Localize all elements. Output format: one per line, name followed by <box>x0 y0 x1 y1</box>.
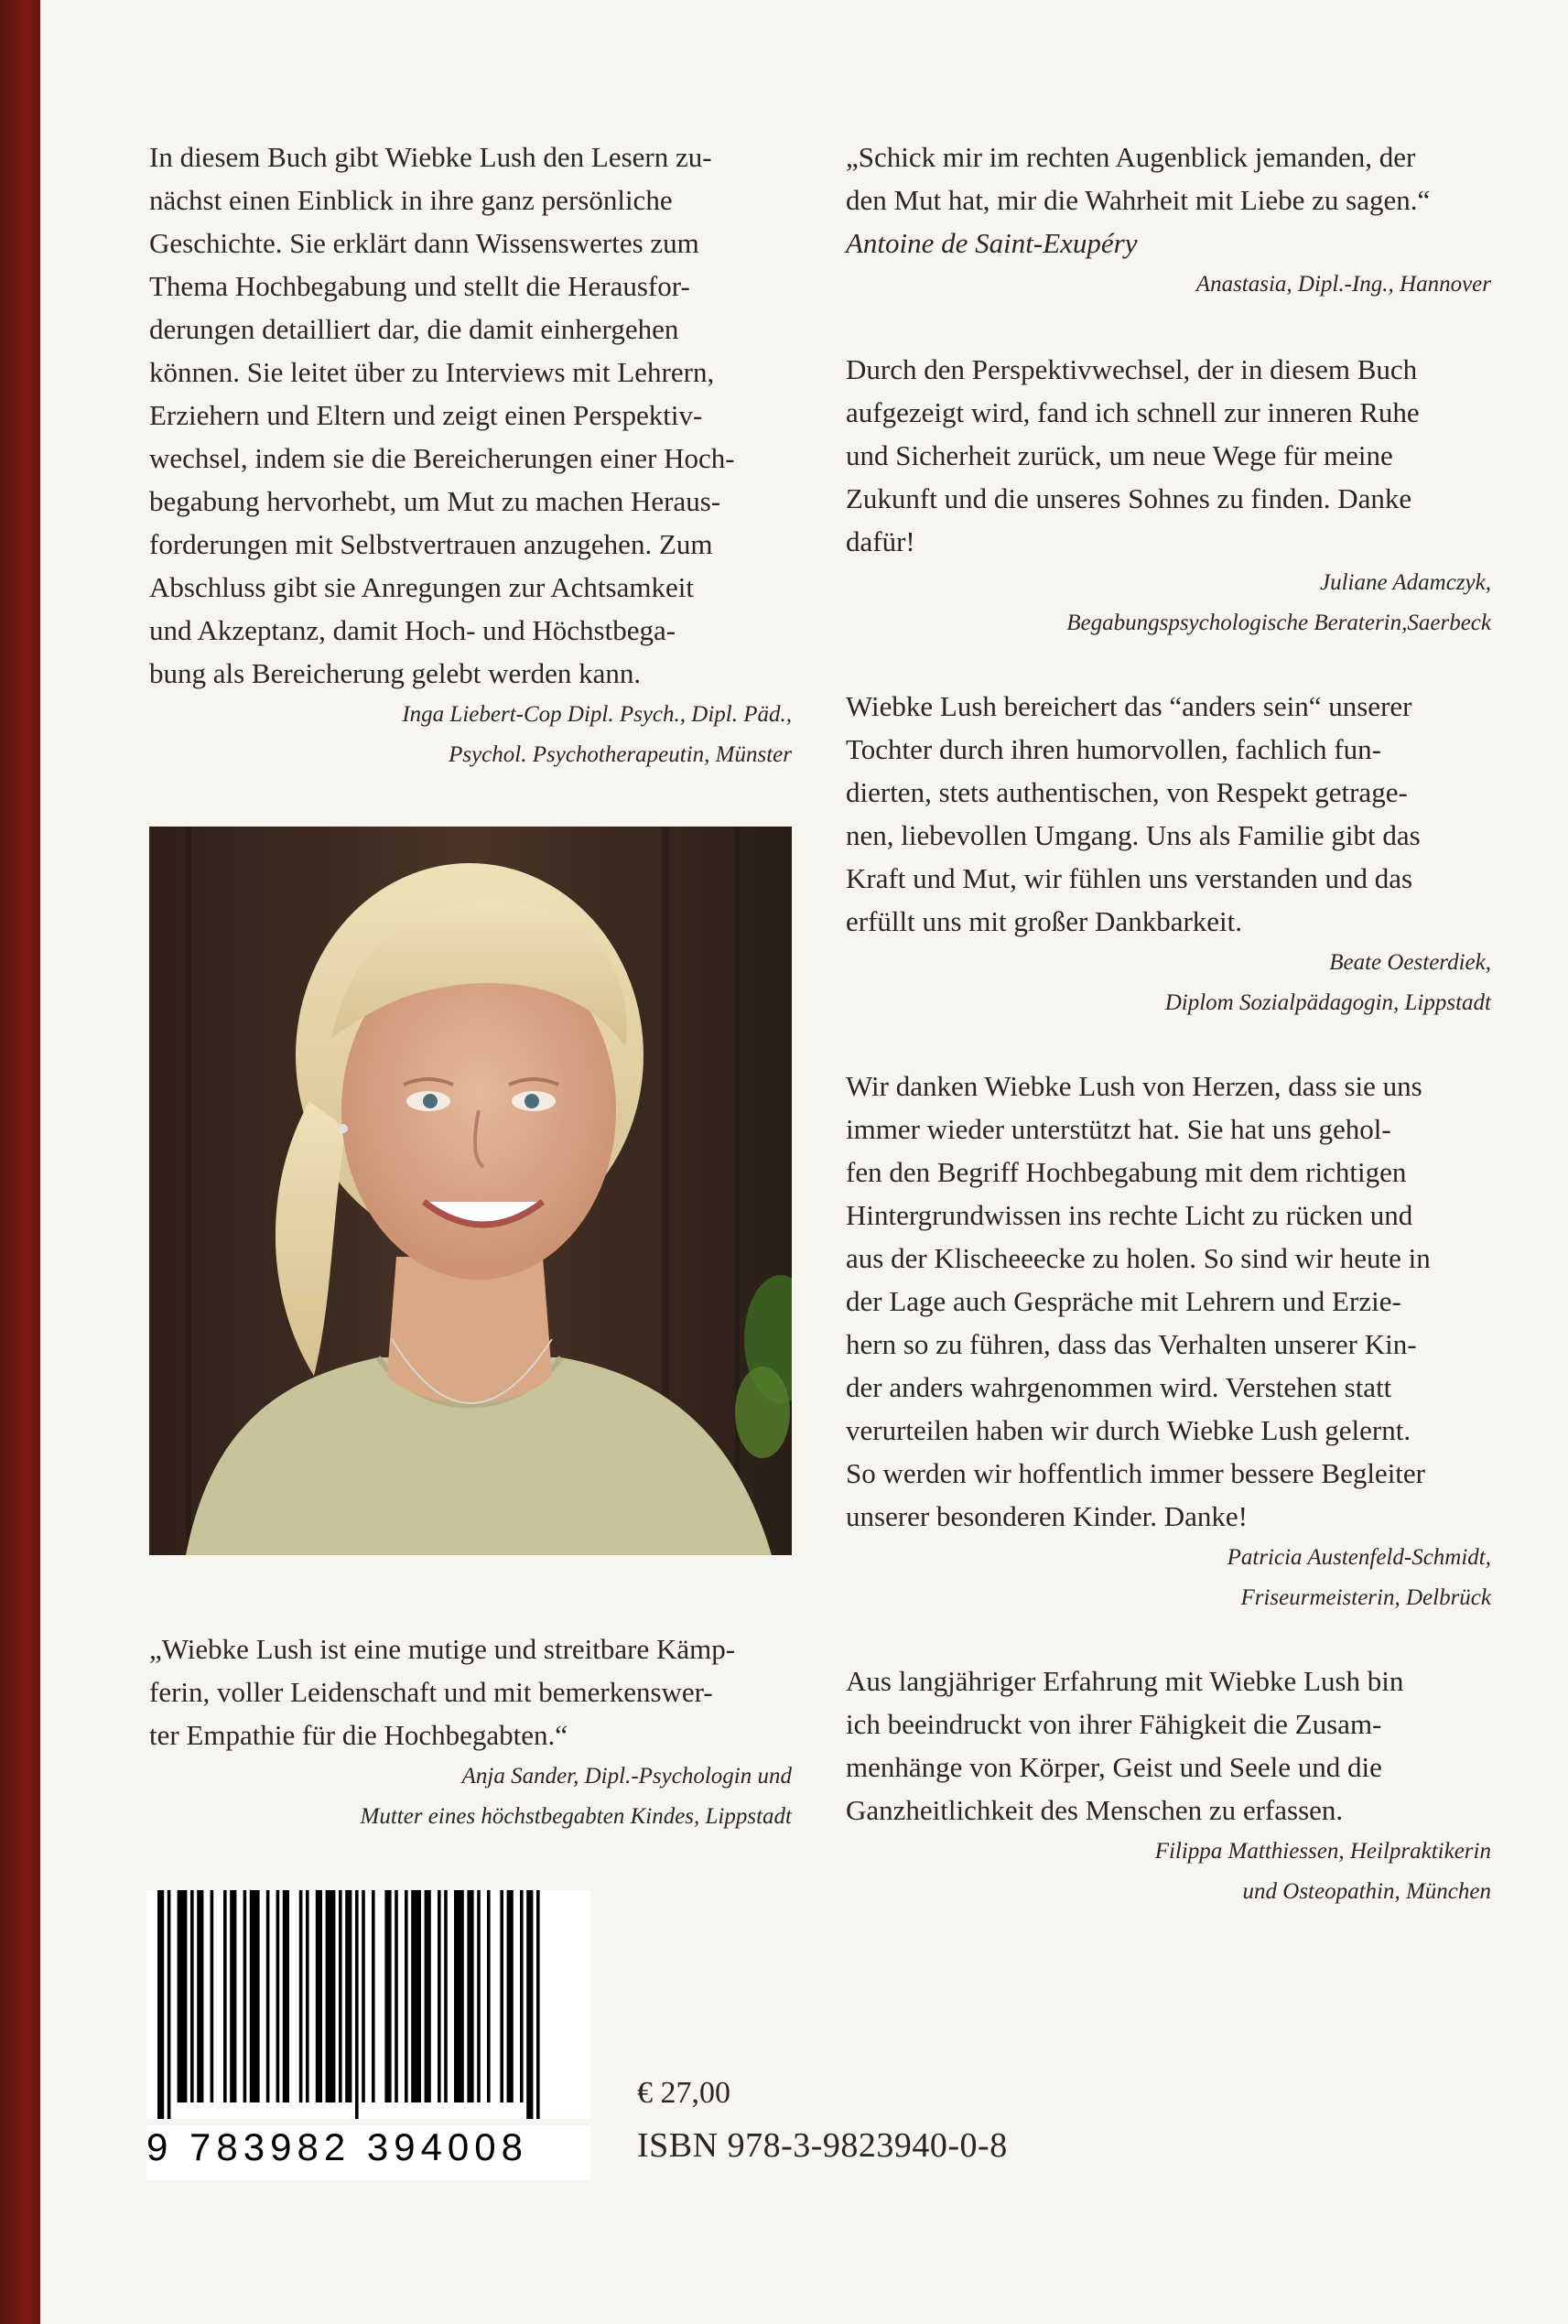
testimonial-2 <box>846 348 1491 643</box>
intro-line: Thema Hochbegabung und stellt die Herausfor- <box>149 270 690 302</box>
barcode-bar <box>178 1890 188 2102</box>
barcode-bar <box>507 1890 514 2102</box>
intro-line: Erziehern und Eltern und zeigt einen Perspektiv- <box>149 399 703 431</box>
right-column <box>846 135 1491 1912</box>
barcode-bar <box>477 1890 481 2102</box>
barcode-bar <box>266 1890 270 2102</box>
price: € 27,00 <box>637 2076 730 2110</box>
testimonial-attribution: Friseurmeisterin, Delbrück <box>1240 1585 1491 1610</box>
testimonial-attribution: und Osteopathin, München <box>1242 1879 1491 1904</box>
quote-line: „Wiebke Lush ist eine mutige und streitbare Kämp- <box>149 1633 736 1665</box>
intro-line: bung als Bereicherung gelebt werden kann. <box>149 657 642 689</box>
barcode-bar <box>230 1890 236 2102</box>
intro-line: forderungen mit Selbstvertrauen anzugehen. Zum <box>149 528 713 560</box>
testimonial-line: dafür! <box>846 525 915 557</box>
barcode-bar <box>467 1890 473 2102</box>
quote-line: ter Empathie für die Hochbegabten.“ <box>149 1719 568 1751</box>
barcode-bar <box>395 1890 398 2102</box>
intro-attribution: Inga Liebert-Cop Dipl. Psych., Dipl. Päd., <box>402 702 792 727</box>
testimonial-attribution: Begabungspsychologische Beraterin,Saerbeck <box>1066 611 1491 635</box>
barcode-digits <box>146 2125 590 2180</box>
isbn-number: ISBN 978-3-9823940-0-8 <box>637 2126 1008 2165</box>
testimonial-line: Zukunft und die unseres Sohnes zu finden. Danke <box>846 482 1412 514</box>
testimonial-line: Wir danken Wiebke Lush von Herzen, dass sie uns <box>846 1070 1422 1102</box>
testimonial-line: Wiebke Lush bereichert das “anders sein“ unserer <box>846 690 1412 722</box>
barcode-bar <box>283 1890 289 2102</box>
testimonial-line: der Lage auch Gespräche mit Lehrern und Erzie- <box>846 1285 1401 1317</box>
intro-line: derungen detailliert dar, die damit einhergehen <box>149 313 679 345</box>
barcode-bar <box>384 1890 391 2102</box>
barcode-bar <box>405 1890 408 2102</box>
testimonial-attribution: Juliane Adamczyk, <box>1320 570 1491 595</box>
barcode-bar <box>211 1890 214 2102</box>
barcode-bar <box>372 1890 375 2102</box>
intro-line: In diesem Buch gibt Wiebke Lush den Lesern zu- <box>149 141 712 173</box>
quote-author: Antoine de Saint-Exupéry <box>846 227 1138 259</box>
quote-attribution: Mutter eines höchstbegabten Kindes, Lippstadt <box>360 1804 792 1829</box>
barcode-bar <box>197 1890 203 2102</box>
testimonial-line: erfüllt uns mit großer Dankbarkeit. <box>846 905 1243 937</box>
testimonial-line: verurteilen haben wir durch Wiebke Lush gelernt. <box>846 1414 1411 1446</box>
testimonial-4 <box>846 1065 1491 1618</box>
testimonial-line: Kraft und Mut, wir fühlen uns verstanden und das <box>846 862 1413 894</box>
testimonial-1 <box>846 135 1491 305</box>
barcode-bar <box>487 1890 491 2102</box>
barcode-bar <box>454 1890 464 2102</box>
author-photo <box>149 827 792 1555</box>
intro-line: Abschluss gibt sie Anregungen zur Achtsamkeit <box>149 571 694 603</box>
quote-attribution: Anja Sander, Dipl.-Psychologin und <box>461 1764 792 1789</box>
testimonial-line: nen, liebevollen Umgang. Uns als Familie gibt das <box>846 819 1421 851</box>
testimonial-attribution: Filippa Matthiessen, Heilpraktikerin <box>1154 1839 1491 1864</box>
barcode-bar <box>299 1890 303 2102</box>
left-column <box>149 135 792 775</box>
testimonial-line: unserer besonderen Kinder. Danke! <box>846 1500 1248 1532</box>
testimonial-line: So werden wir hoffentlich immer bessere Begleiter <box>846 1457 1426 1489</box>
testimonial-line: fen den Begriff Hochbegabung mit dem richtigen <box>846 1156 1407 1188</box>
intro-line: Geschichte. Sie erklärt dann Wissenswertes zum <box>149 227 699 259</box>
barcode-bar <box>526 1890 533 2119</box>
testimonial-attribution: Diplom Sozialpädagogin, Lippstadt <box>1164 990 1491 1015</box>
left-quote <box>149 1627 792 1837</box>
testimonial-line: Hintergrundwissen ins rechte Licht zu rücken und <box>846 1199 1413 1231</box>
barcode-bar <box>316 1890 322 2102</box>
barcode-bar <box>536 1890 540 2119</box>
intro-line: wechsel, indem sie die Bereicherungen einer Hoch- <box>149 442 735 474</box>
barcode-bar <box>444 1890 448 2102</box>
barcode-bar <box>355 1890 359 2119</box>
barcode-bar <box>500 1890 503 2102</box>
intro-line: und Akzeptanz, damit Hoch- und Höchstbega- <box>149 614 676 646</box>
barcode-bar <box>250 1890 260 2102</box>
testimonial-line: ich beeindruckt von ihrer Fähigkeit die Zusam- <box>846 1708 1382 1740</box>
barcode-bar <box>362 1890 365 2102</box>
barcode-bar <box>339 1890 342 2102</box>
barcode-bars <box>146 1890 590 2119</box>
barcode-bar <box>168 1890 171 2119</box>
intro-paragraph <box>149 135 792 695</box>
barcode-bar <box>425 1890 431 2102</box>
barcode-bar <box>276 1890 280 2102</box>
intro-line: können. Sie leitet über zu Interviews mit Lehrern, <box>149 356 715 388</box>
isbn-barcode <box>146 1890 590 2119</box>
testimonial-line: „Schick mir im rechten Augenblick jemanden, der <box>846 141 1416 173</box>
testimonial-line: hern so zu führen, dass das Verhalten unserer Kin- <box>846 1328 1417 1360</box>
testimonial-line: dierten, stets authentischen, von Respekt getrage- <box>846 776 1408 808</box>
intro-attribution: Psychol. Psychotherapeutin, Münster <box>449 742 792 767</box>
testimonial-line: und Sicherheit zurück, um neue Wege für meine <box>846 439 1393 471</box>
testimonial-line: Aus langjähriger Erfahrung mit Wiebke Lush bin <box>846 1665 1404 1697</box>
barcode-number: 9 783982 394008 <box>146 2125 528 2168</box>
barcode-bar <box>438 1890 441 2102</box>
testimonial-line: Durch den Perspektivwechsel, der in diesem Buch <box>846 353 1418 385</box>
barcode-bar <box>520 1890 524 2102</box>
barcode-bar <box>411 1890 421 2102</box>
barcode-bar <box>306 1890 309 2102</box>
barcode-bar <box>326 1890 336 2102</box>
testimonial-line: Tochter durch ihren humorvollen, fachlich fun- <box>846 733 1381 765</box>
barcode-bar <box>243 1890 247 2102</box>
testimonial-attribution: Beate Oesterdiek, <box>1329 950 1491 975</box>
testimonial-line: aufgezeigt wird, fand ich schnell zur inneren Ruhe <box>846 396 1420 428</box>
testimonial-line: immer wieder unterstützt hat. Sie hat uns gehol- <box>846 1113 1391 1145</box>
intro-line: nächst einen Einblick in ihre ganz persönliche <box>149 184 673 216</box>
testimonial-3 <box>846 685 1491 1023</box>
testimonial-attribution: Anastasia, Dipl.-Ing., Hannover <box>1195 272 1491 297</box>
testimonial-line: der anders wahrgenommen wird. Verstehen statt <box>846 1371 1392 1403</box>
testimonial-line: Ganzheitlichkeit des Menschen zu erfassen. <box>846 1794 1344 1826</box>
barcode-bar <box>345 1890 351 2102</box>
testimonial-line: den Mut hat, mir die Wahrheit mit Liebe zu sagen.“ <box>846 184 1431 216</box>
testimonial-attribution: Patricia Austenfeld-Schmidt, <box>1227 1545 1491 1570</box>
testimonial-5 <box>846 1659 1491 1912</box>
book-spine-edge <box>0 0 40 2324</box>
testimonial-line: aus der Klischeeecke zu holen. So sind wir heute in <box>846 1242 1431 1274</box>
testimonial-line: menhänge von Körper, Geist und Seele und die <box>846 1751 1382 1783</box>
intro-line: begabung hervorhebt, um Mut zu machen Heraus- <box>149 485 721 517</box>
barcode-bar <box>190 1890 194 2102</box>
quote-line: ferin, voller Leidenschaft und mit bemerkenswer- <box>149 1676 713 1708</box>
barcode-bar <box>157 1890 164 2119</box>
barcode-bar <box>223 1890 227 2102</box>
